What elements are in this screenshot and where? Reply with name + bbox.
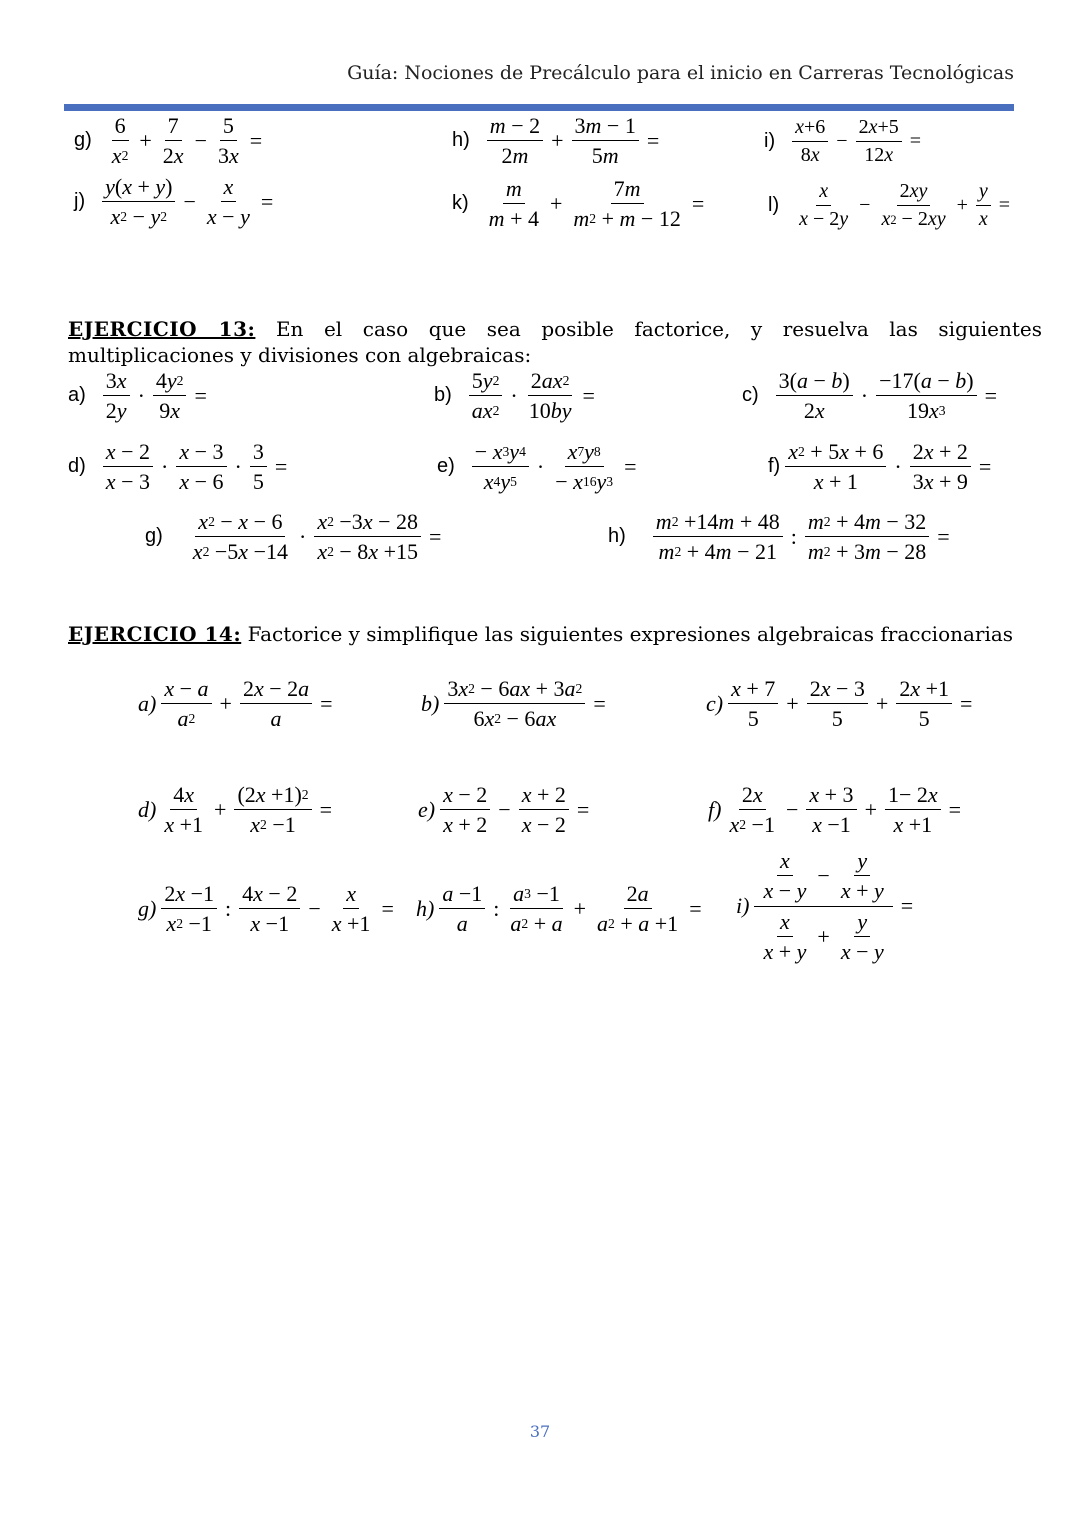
fraction: $\frac{3}{5}$ xyxy=(250,439,267,495)
exercise-13-heading: EJERCICIO 13: xyxy=(68,317,256,341)
fraction: 7 m m 2 + m − 12 xyxy=(573,176,681,232)
fraction: −17( a − b ) 19 x 3 xyxy=(876,368,976,424)
exercise-14-title xyxy=(68,621,1048,647)
exercise-13f: f) x 2 + 5 x + 6 x + 1 · 2 x + 2 3 x + 9 = xyxy=(768,439,992,495)
fraction: 5 3 x xyxy=(217,113,239,169)
fraction: m m + 4 xyxy=(488,176,539,232)
fraction: m − 2 2 m xyxy=(487,113,543,169)
exercise-label: c) xyxy=(742,384,759,407)
fraction: y x − y xyxy=(840,908,884,964)
exercise-13c: c) 3( a − b ) 2 x · −17( a − b ) 19 x 3 = xyxy=(742,368,997,424)
fraction: (2 x +1) 2 x 2 −1 xyxy=(234,782,311,838)
compound-fraction: x x − y − y x + y x x + y + y x − y xyxy=(754,848,892,964)
fraction: x x − 2 y xyxy=(799,180,849,230)
fraction: 2 x + 2 3 x + 9 xyxy=(910,439,971,495)
fraction: 2 x − 2 a a xyxy=(240,676,312,732)
fraction: x 7 y 8 − x 16 y 3 xyxy=(555,439,614,495)
exercise-label: d) xyxy=(138,796,157,822)
fraction: x + 7 5 xyxy=(728,676,778,732)
fraction: a 3 −1 a 2 + a xyxy=(510,881,563,937)
exercise-label: f) xyxy=(768,455,781,478)
exercise-14b: b) 3 x 2 − 6 ax + 3 a 2 6 x 2 − 6 ax = xyxy=(421,676,606,732)
fraction: 4 x − 2 x −1 xyxy=(239,881,300,937)
exercise-14c: c) x + 7 5 + 2 x − 3 5 + 2 x +1 5 = xyxy=(706,676,973,732)
fraction: − x 3 y 4 x 4 y 5 xyxy=(472,439,529,495)
exercise-label: f) xyxy=(708,796,722,822)
exercise-j: j) y ( x + y ) x 2 − y 2 − x x − y = xyxy=(74,174,274,230)
exercise-label: e) xyxy=(437,455,455,478)
fraction: 4 y 2 9 x xyxy=(153,368,187,424)
fraction: y ( x + y ) x 2 − y 2 xyxy=(102,174,175,230)
exercise-13e: e) − x 3 y 4 x 4 y 5 · x 7 y 8 − x 16 y 3 = xyxy=(437,439,637,495)
exercise-label: b) xyxy=(434,384,452,407)
exercise-l: l) x x − 2 y − 2 xy x 2 − 2 xy + $\frac{y}{x}$ = xyxy=(768,180,1011,230)
exercise-label: a) xyxy=(68,384,86,407)
exercise-14d: d) 4 x x +1 + (2 x +1) 2 x 2 −1 = xyxy=(138,782,332,838)
exercise-14g: g) 2 x −1 x 2 −1 : 4 x − 2 x −1 − x x +1 = xyxy=(138,881,394,937)
exercise-14-heading: EJERCICIO 14: xyxy=(68,622,242,646)
fraction: 1− 2 x x +1 xyxy=(885,782,941,838)
exercise-13a: a) 3 x 2 y · 4 y 2 9 x = xyxy=(68,368,207,424)
fraction: x +6 8 x xyxy=(792,116,828,167)
fraction: x x +1 xyxy=(331,881,371,937)
exercise-label: j) xyxy=(74,190,86,213)
fraction: 3( a − b ) 2 x xyxy=(776,368,853,424)
header-rule xyxy=(64,104,1014,111)
exercise-13b: b) 5 y 2 ax 2 · 2 ax 2 10 by = xyxy=(434,368,595,424)
fraction: a −1 a xyxy=(439,881,485,937)
exercise-label: h) xyxy=(452,129,470,152)
exercise-13-text: En el caso que sea posible factorice, y resuelva las siguientes multiplicaciones y divisiones con algebraicas: xyxy=(68,317,1043,367)
exercise-label: h) xyxy=(608,525,626,548)
fraction: $\frac{y}{x}$ xyxy=(976,180,991,231)
exercise-label: i) xyxy=(764,130,776,152)
fraction: x 2 + 5 x + 6 x + 1 xyxy=(785,439,886,495)
fraction: 2 x x 2 −1 xyxy=(729,782,775,838)
exercise-label: h) xyxy=(416,895,435,921)
fraction: 3 m − 1 5 m xyxy=(572,113,639,169)
fraction: 3 x 2 y xyxy=(103,368,130,424)
exercise-14e: e) x − 2 x + 2 − x + 2 x − 2 = xyxy=(418,782,590,838)
fraction: 2 x −1 x 2 −1 xyxy=(161,881,217,937)
exercise-label: c) xyxy=(706,690,724,716)
fraction: x x − y xyxy=(206,174,250,230)
exercise-14h: h) a −1 a : a 3 −1 a 2 + a + 2 a a 2 + a +1 = xyxy=(416,881,702,937)
page-number: 37 xyxy=(529,1422,551,1441)
fraction: 2 xy x 2 − 2 xy xyxy=(881,180,946,230)
fraction: x 2 − x − 6 x 2 −5 x −14 xyxy=(192,509,288,565)
fraction: 2 ax 2 10 by xyxy=(528,368,572,424)
exercise-label: l) xyxy=(768,194,780,216)
exercise-label: b) xyxy=(421,690,440,716)
exercise-14-text: Factorice y simplifique las siguientes expresiones algebraicas fraccionarias xyxy=(247,622,1014,646)
fraction: 2 x +5 12 x xyxy=(856,116,902,167)
exercise-label: g) xyxy=(145,525,163,548)
fraction: 2 x − 3 5 xyxy=(807,676,868,732)
fraction: x − 3 x − 6 xyxy=(176,439,226,495)
exercise-13d: d) x − 2 x − 3 · x − 3 x − 6 · $\frac{3}{5}$ = xyxy=(68,439,288,495)
exercise-label: g) xyxy=(74,129,92,152)
exercise-label: i) xyxy=(736,893,750,919)
fraction: x − 2 x + 2 xyxy=(440,782,490,838)
page-header: Guía: Nociones de Precálculo para el inicio en Carreras Tecnológicas xyxy=(347,62,1014,84)
exercise-i: i) x +6 8 x − 2 x +5 12 x = xyxy=(764,116,922,166)
fraction: 3 x 2 − 6 ax + 3 a 2 6 x 2 − 6 ax xyxy=(444,676,585,732)
fraction: x 2 −3 x − 28 x 2 − 8 x +15 xyxy=(314,509,421,565)
exercise-label: k) xyxy=(452,192,469,215)
exercise-14a: a) x − a a 2 + 2 x − 2 a a = xyxy=(138,676,333,732)
exercise-13g: g) x 2 − x − 6 x 2 −5 x −14 · x 2 −3 x − 28 x 2 − 8 x +15 = xyxy=(145,509,442,565)
fraction: 2 a a 2 + a +1 xyxy=(597,881,679,937)
fraction: x x − y xyxy=(763,848,807,904)
exercise-label: e) xyxy=(418,796,436,822)
exercise-label: g) xyxy=(138,895,157,921)
exercise-14i: i) x x − y − y x + y x x + y + y x − y = xyxy=(736,848,914,964)
fraction: 2 x +1 5 xyxy=(896,676,952,732)
fraction: x − 2 x − 3 xyxy=(103,439,153,495)
fraction: 4 x x +1 xyxy=(164,782,204,838)
exercise-label: d) xyxy=(68,455,86,478)
exercise-13-title xyxy=(68,316,1042,368)
fraction: y x + y xyxy=(840,848,884,904)
fraction: 7 2 x xyxy=(162,113,184,169)
fraction: x + 3 x −1 xyxy=(806,782,856,838)
exercise-label: a) xyxy=(138,690,157,716)
exercise-14f: f) 2 x x 2 −1 − x + 3 x −1 + 1− 2 x x +1 = xyxy=(708,782,962,838)
exercise-g: g) 6 x 2 + 7 2 x − 5 3 x = xyxy=(74,113,263,169)
fraction: 5 y 2 ax 2 xyxy=(469,368,503,424)
exercise-h: h) m − 2 2 m + 3 m − 1 5 m = xyxy=(452,113,660,169)
fraction: x x + y xyxy=(763,908,807,964)
exercise-k: k) m m + 4 + 7 m m 2 + m − 12 = xyxy=(452,176,705,232)
fraction: 6 x 2 xyxy=(111,113,129,169)
fraction: m 2 + 4 m − 32 m 2 + 3 m − 28 xyxy=(805,509,929,565)
exercise-13h: h) m 2 +14 m + 48 m 2 + 4 m − 21 : m 2 + 4 m − 32 m 2 + 3 m − 28 = xyxy=(608,509,950,565)
fraction: m 2 +14 m + 48 m 2 + 4 m − 21 xyxy=(653,509,783,565)
fraction: x + 2 x − 2 xyxy=(519,782,569,838)
fraction: x − a a 2 xyxy=(161,676,211,732)
